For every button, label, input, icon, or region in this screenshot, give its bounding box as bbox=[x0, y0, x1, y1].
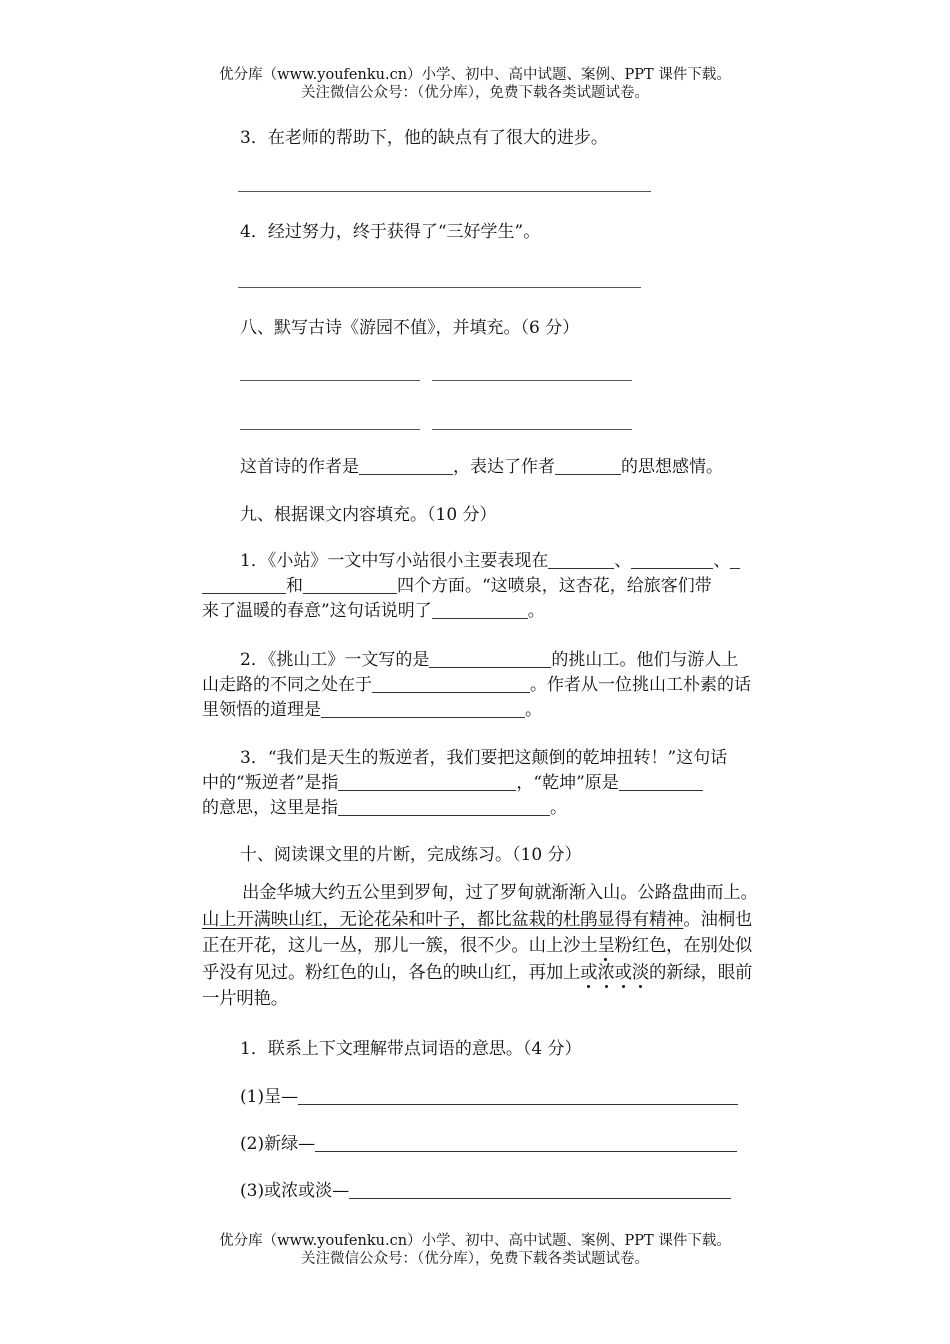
section-9-title: 九、根据课文内容填充。（10 分） bbox=[240, 505, 497, 525]
author-blank[interactable] bbox=[359, 456, 453, 475]
q2-text-a: 2．《挑山工》一文写的是 bbox=[240, 650, 430, 670]
q1-blank-3[interactable] bbox=[202, 575, 286, 594]
passage-line-1 bbox=[202, 880, 822, 907]
passage-l5: 一片明艳。 bbox=[202, 989, 288, 1009]
dotted-char: 浓 bbox=[597, 962, 615, 983]
sub-question-2-label: (2)新绿— bbox=[240, 1134, 316, 1154]
q2-blank-2[interactable] bbox=[372, 674, 530, 693]
sub-question-2-blank[interactable] bbox=[315, 1133, 737, 1152]
poem-fill-question bbox=[240, 456, 723, 478]
passage-l4-a: 乎没有见过。粉红色的山，各色的映山红，再加上 bbox=[202, 962, 581, 983]
footer-line-1: 优分库（www.youfenku.cn）小学、初中、高中试题、案例、PPT 课件下载。 bbox=[219, 1233, 731, 1249]
dotted-char: 或 bbox=[580, 962, 598, 983]
poem-fill-text-b: ，表达了作者 bbox=[453, 457, 555, 477]
passage-line-5 bbox=[202, 986, 822, 1013]
dotted-char: 淡 bbox=[631, 962, 650, 983]
section-9-q3 bbox=[202, 746, 812, 821]
section-9-q1 bbox=[202, 549, 812, 624]
q3-blank-1[interactable] bbox=[338, 772, 516, 791]
passage-l3-a: 正在开花，这儿一丛，那儿一簇，很不少。山上沙土 bbox=[202, 936, 598, 956]
poem-line-3-blank[interactable] bbox=[240, 429, 420, 430]
q2-text-d: 。作者从一位挑山工朴素的话 bbox=[530, 675, 751, 695]
header-line-2: 关注微信公众号：（优分库），免费下载各类试题试卷。 bbox=[301, 85, 649, 101]
section-10-q1-title: 1．联系上下文理解带点词语的意思。（4 分） bbox=[240, 1039, 582, 1059]
q1-text-c: 、 bbox=[713, 551, 731, 571]
sub-question-3-blank[interactable] bbox=[349, 1180, 731, 1199]
header-line-1: 优分库（www.youfenku.cn）小学、初中、高中试题、案例、PPT 课件下载。 bbox=[219, 67, 731, 83]
passage-l4-b: 的新绿，眼前 bbox=[649, 962, 753, 983]
answer-line-item-3[interactable] bbox=[238, 191, 651, 192]
poem-line-1-blank[interactable] bbox=[240, 380, 420, 381]
q2-text-c: 山走路的不同之处在于 bbox=[202, 675, 372, 695]
q1-text-b: 、 bbox=[614, 551, 632, 571]
page-header bbox=[0, 66, 950, 102]
q1-blank-4[interactable] bbox=[303, 575, 397, 594]
rewrite-item-3: 3．在老师的帮助下，他的缺点有了很大的进步。 bbox=[240, 128, 608, 148]
sub-question-3-label: (3)或浓或淡— bbox=[240, 1181, 350, 1201]
passage-underlined-sentence: 山上开满映山红，无论花朵和叶子，都比盆栽的杜鹃显得有精神 bbox=[202, 909, 684, 930]
section-9-q2 bbox=[202, 648, 812, 723]
sub-question-1-blank[interactable] bbox=[298, 1086, 738, 1105]
section-8-title: 八、默写古诗《游园不值》，并填充。（6 分） bbox=[240, 318, 580, 338]
reading-passage bbox=[202, 880, 822, 1013]
section-10-title: 十、阅读课文里的片断，完成练习。（10 分） bbox=[240, 845, 582, 865]
q1-blank-2[interactable] bbox=[631, 550, 713, 569]
q3-text-d: 的意思，这里是指 bbox=[202, 798, 338, 818]
q1-blank-5[interactable] bbox=[432, 600, 528, 619]
feeling-blank[interactable] bbox=[555, 456, 621, 475]
q2-blank-3[interactable] bbox=[321, 699, 525, 718]
sub-question-1-label: (1)呈— bbox=[240, 1087, 299, 1107]
sub-question-1 bbox=[240, 1086, 738, 1108]
sub-question-2 bbox=[240, 1133, 737, 1155]
passage-line-3 bbox=[202, 933, 822, 960]
page-footer bbox=[0, 1232, 950, 1268]
passage-l3-b: 粉红色，在别处似 bbox=[614, 936, 753, 956]
q3-blank-2[interactable] bbox=[619, 772, 703, 791]
q2-text-b: 的挑山工。他们与游人上 bbox=[551, 650, 739, 670]
q2-text-e: 里领悟的道理是 bbox=[202, 700, 321, 720]
q1-text-e: 四个方面。“这喷泉，这杏花，给旅客们带 bbox=[397, 576, 712, 596]
q2-text-f: 。 bbox=[525, 700, 542, 720]
answer-line-item-4[interactable] bbox=[238, 287, 641, 288]
passage-l1: 出金华城大约五公里到罗甸，过了罗甸就渐渐入山。公路盘曲而上。 bbox=[242, 883, 758, 903]
passage-line-4 bbox=[202, 960, 822, 987]
q3-text-b: 中的“叛逆者”是指 bbox=[202, 773, 339, 793]
poem-line-2-blank[interactable] bbox=[432, 380, 632, 381]
footer-line-2: 关注微信公众号：（优分库），免费下载各类试题试卷。 bbox=[301, 1251, 649, 1267]
q1-text-d: 和 bbox=[286, 576, 303, 596]
sub-question-3 bbox=[240, 1180, 731, 1202]
passage-l2-rest: 。油桐也 bbox=[683, 909, 753, 930]
q3-text-c: ，“乾坤”原是 bbox=[516, 773, 619, 793]
dotted-word-cheng: 呈 bbox=[597, 936, 615, 956]
q1-text-a: 1．《小站》一文中写小站很小主要表现在 bbox=[240, 551, 549, 571]
q1-blank-1[interactable] bbox=[548, 550, 614, 569]
dotted-word-huononghuodan bbox=[580, 963, 649, 983]
poem-fill-text-c: 的思想感情。 bbox=[621, 457, 723, 477]
dotted-char: 或 bbox=[614, 962, 632, 983]
q2-blank-1[interactable] bbox=[429, 649, 551, 668]
rewrite-item-4: 4．经过努力，终于获得了“三好学生”。 bbox=[240, 222, 541, 242]
q1-text-g: 。 bbox=[527, 601, 545, 621]
poem-fill-text-a: 这首诗的作者是 bbox=[240, 457, 359, 477]
q1-text-f: 来了温暖的春意”这句话说明了 bbox=[202, 601, 432, 621]
q3-blank-3[interactable] bbox=[338, 797, 550, 816]
passage-line-2 bbox=[202, 907, 822, 934]
q1-blank-3-start[interactable] bbox=[730, 550, 740, 569]
q3-text-e: 。 bbox=[550, 798, 567, 818]
poem-line-4-blank[interactable] bbox=[432, 429, 632, 430]
q3-text-a: 3．“我们是天生的叛逆者，我们要把这颠倒的乾坤扭转！”这句话 bbox=[240, 748, 728, 768]
